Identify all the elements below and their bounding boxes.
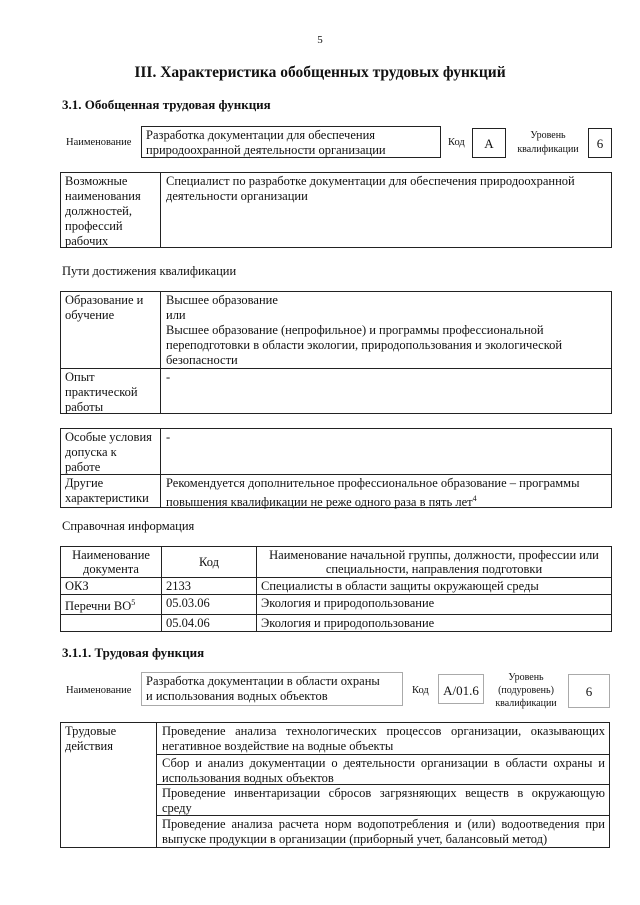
gtf-level-value: 6 (596, 136, 604, 151)
tf-level-label-1: Уровень (508, 672, 544, 683)
positions-value: Специалист по разработке документации для обеспечения природоохранной деятельности организации (166, 174, 575, 203)
ref-cell-name: Экология и природопользование (257, 615, 612, 632)
ref-table (60, 546, 612, 632)
ref-cell-name: Специалисты в области защиты окружающей среды (257, 578, 612, 595)
gtf-code-value: A (484, 136, 494, 151)
action-item-1: Проведение анализа технологических процессов организации, оказывающих негативное воздействие на водные объекты (162, 724, 605, 753)
other-label: Другие характеристики (65, 476, 149, 505)
ref-cell-doc: ОКЗ (61, 578, 162, 595)
tf-name-label: Наименование (66, 685, 132, 696)
ref-cell-doc (61, 615, 162, 632)
tf-name-line1: Разработка документации в области охраны (146, 674, 380, 688)
ref-cell-code: 05.04.06 (162, 615, 257, 632)
section-title: III. Характеристика обобщенных трудовых функций (134, 64, 506, 81)
footnote-4: 4 (472, 494, 477, 503)
action-item-3: Проведение инвентаризации сбросов загрязняющих веществ в окружающую среду (162, 786, 605, 815)
education-value: Высшее образование или Высшее образование (непрофильное) и программы профессиональной переподготовки в области экологии, природопользования и экологической безопасности (166, 293, 563, 367)
tf-heading: 3.1.1. Трудовая функция (62, 645, 205, 660)
paths-heading: Пути достижения квалификации (62, 264, 237, 278)
actions-label: Трудовые действия (65, 724, 117, 753)
ref-heading: Справочная информация (62, 519, 195, 533)
gtf-level-label-1: Уровень (530, 130, 566, 141)
ref-cell-code: 2133 (162, 578, 257, 595)
gtf-name-line2: природоохранной деятельности организации (146, 143, 386, 157)
gtf-heading: 3.1. Обобщенная трудовая функция (62, 97, 271, 112)
table-row (61, 615, 612, 632)
action-item-4: Проведение анализа расчета норм водопотребления и (или) водоотведения при выпуске продукции в организации (приборный учет, балансовый метод) (162, 817, 605, 846)
tf-code-value: A/01.6 (443, 683, 479, 698)
ref-cell-doc: Перечни $ВО^5$ (61, 595, 162, 615)
ref-header-name: Наименование начальной группы, должности, профессии или специальности, направления подготовки (257, 547, 612, 578)
positions-label: Возможные наименования должностей, профессий рабочих (65, 174, 141, 248)
tf-code-label: Код (412, 685, 429, 696)
conditions-value: - (166, 430, 171, 444)
conditions-label: Особые условия допуска к работе (65, 430, 152, 474)
ref-header-doc: Наименование документа (61, 547, 162, 578)
tf-level-value: 6 (585, 684, 593, 699)
experience-label: Опыт практической работы (65, 370, 138, 414)
tf-name-line2: и использования водных объектов (146, 689, 328, 703)
gtf-name-label: Наименование (66, 137, 132, 148)
ref-header-code: Код (162, 547, 257, 578)
ref-cell-name: Экология и природопользование (257, 595, 612, 615)
other-value: Рекомендуется дополнительное профессиональное образование – программы повышения квалификации не реже одного раза в пять лет$^4$ (166, 476, 580, 510)
action-item-2: Сбор и анализ документации о деятельности организации в области охраны и использования водных объектов (162, 756, 605, 785)
table-row (61, 578, 612, 595)
experience-value: - (166, 370, 171, 384)
ref-cell-code: 05.03.06 (162, 595, 257, 615)
education-label: Образование и обучение (65, 293, 144, 322)
table-row (61, 595, 612, 615)
gtf-level-label-2: квалификации (517, 144, 579, 155)
tf-level-label-2: (подуровень) (498, 685, 554, 696)
tf-level-label-3: квалификации (495, 698, 557, 709)
gtf-code-label: Код (448, 137, 465, 148)
page-number: 5 (317, 34, 323, 46)
gtf-name-line1: Разработка документации для обеспечения (146, 128, 376, 142)
